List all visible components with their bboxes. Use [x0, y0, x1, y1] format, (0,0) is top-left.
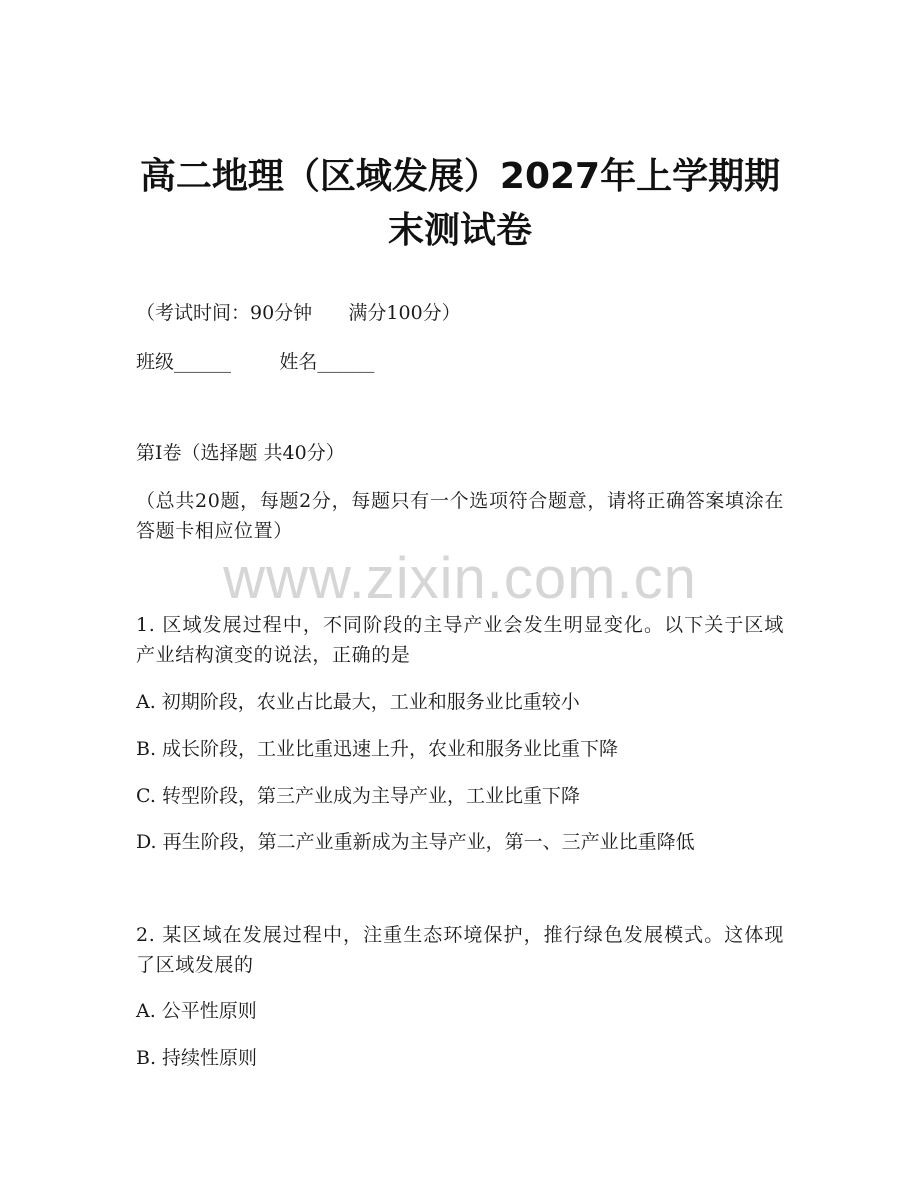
question-2-stem: 2. 某区域在发展过程中，注重生态环境保护，推行绿色发展模式。这体现了区域发展的	[136, 924, 784, 976]
question-1-option-a: A. 初期阶段，农业占比最大，工业和服务业比重较小	[136, 691, 580, 713]
question-2-option-b: B. 持续性原则	[136, 1047, 258, 1069]
question-1-option-d: D. 再生阶段，第二产业重新成为主导产业，第一、三产业比重降低	[136, 831, 695, 853]
question-1-option-b: B. 成长阶段，工业比重迅速上升，农业和服务业比重下降	[136, 738, 619, 760]
question-2-option-a: A. 公平性原则	[136, 1000, 257, 1022]
exam-info: （考试时间：90分钟 满分100分）	[136, 302, 461, 324]
class-name-line: 班级______ 姓名______	[136, 351, 375, 373]
watermark: www.zixin.com.cn	[223, 546, 697, 611]
section-heading: 第Ⅰ卷（选择题 共40分）	[136, 442, 345, 464]
question-1-stem: 1. 区域发展过程中，不同阶段的主导产业会发生明显变化。以下关于区域产业结构演变的说法，正确的是	[136, 614, 784, 666]
document-title: 高二地理（区域发展）2027年上学期期末测试卷	[139, 156, 781, 251]
question-1-option-c: C. 转型阶段，第三产业成为主导产业，工业比重下降	[136, 785, 580, 807]
section-instructions: （总共20题，每题2分，每题只有一个选项符合题意，请将正确答案填涂在答题卡相应位置）	[136, 490, 784, 542]
